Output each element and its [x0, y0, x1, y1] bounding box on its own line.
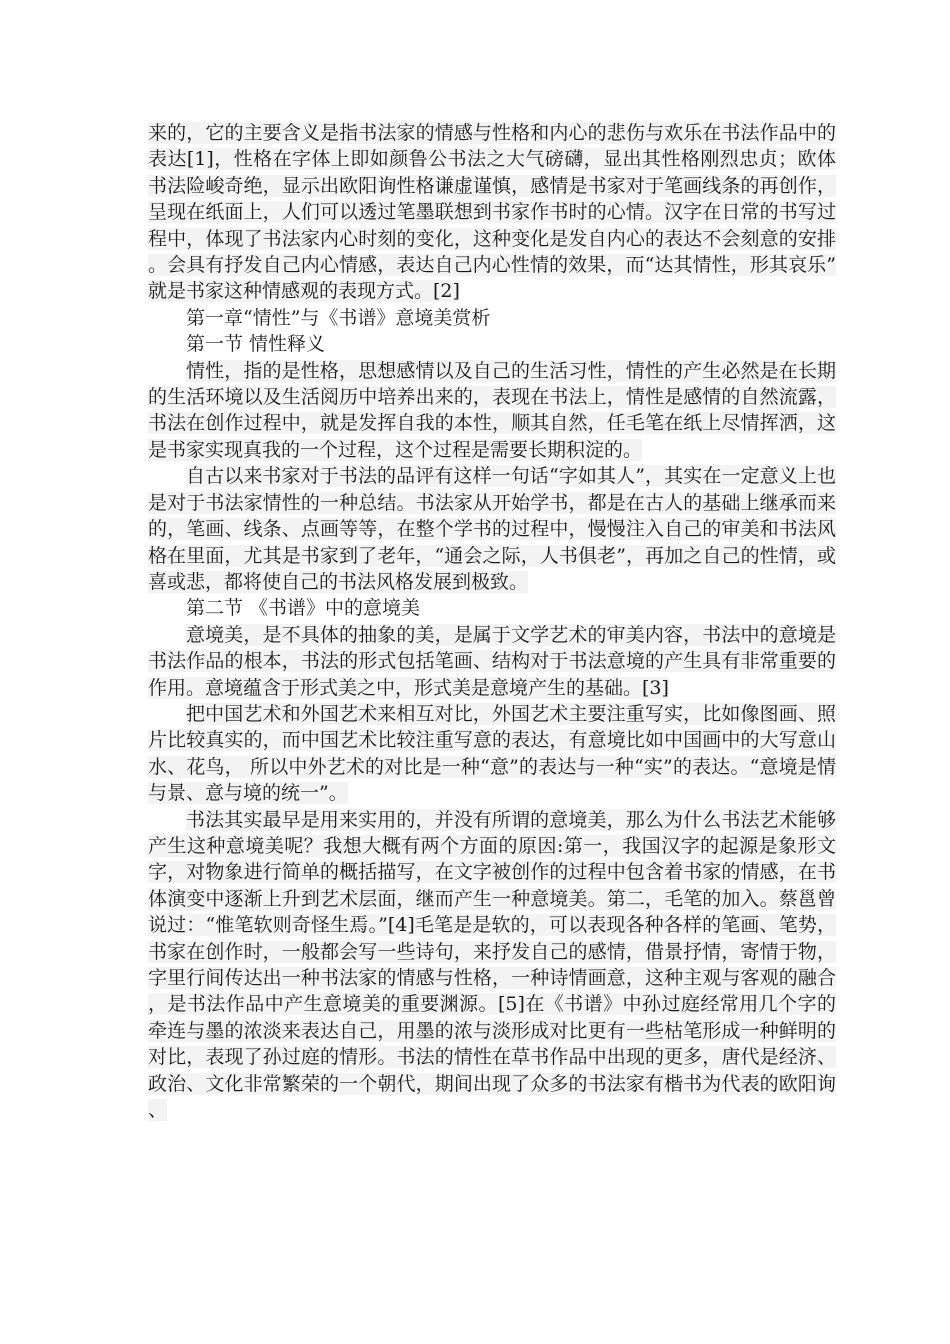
paragraph-text: 把中国艺术和外国艺术来相互对比，外国艺术主要注重写实，比如像图画、照片比较真实的，而中国艺术比较注重写意的表达，有意境比如中国画中的大写意山水、花鸟， 所以中外艺术的对比是一种“意”的表达与一种“实”的表达。“意境是情与景、意与境的统一”。: [148, 702, 836, 805]
body-paragraph: [148, 120, 836, 305]
paragraph-text: 来的，它的主要含义是指书法家的情感与性格和内心的悲伤与欢乐在书法作品中的表达[1]，性格在字体上即如颜鲁公书法之大气磅礴，显出其性格刚烈忠贞；欧体书法险峻奇绝，显示出欧阳询性格谦虚谨慎，感情是书家对于笔画线条的再创作，呈现在纸面上，人们可以透过笔墨联想到书家作书时的心情。汉字在日常的书写过程中，体现了书法家内心时刻的变化，这种变化是发自内心的表达不会刻意的安排。会具有抒发自己内心情感，表达自己内心性情的效果，而“达其情性，形其哀乐”就是书家这种情感观的表现方式。[2]: [148, 122, 836, 303]
paragraph-text: 自古以来书家对于书法的品评有这样一句话“字如其人”，其实在一定意义上也是对于书法家情性的一种总结。书法家从开始学书，都是在古人的基础上继承而来的，笔画、线条、点画等等，在整个学书的过程中，慢慢注入自己的审美和书法风格在里面，尤其是书家到了老年，“通会之际，人书俱老”，再加之自己的性情，或喜或悲，都将使自己的书法风格发展到极致。: [148, 465, 836, 593]
heading-text: 第一节 情性释义: [186, 333, 326, 356]
section-heading: [148, 305, 836, 331]
body-paragraph: [148, 622, 836, 701]
section-heading: [148, 595, 836, 621]
section-heading: [148, 331, 836, 357]
heading-text: 第一章“情性”与《书谱》意境美赏析: [186, 306, 491, 329]
paragraph-text: 情性，指的是性格，思想感情以及自己的生活习性，情性的产生必然是在长期的生活环境以及生活阅历中培养出来的，表现在书法上，情性是感情的自然流露，书法在创作过程中，就是发挥自我的本性，顺其自然，任毛笔在纸上尽情挥洒，这是书家实现真我的一个过程，这个过程是需要长期积淀的。: [148, 359, 836, 461]
paragraph-text: 意境美，是不具体的抽象的美，是属于文学艺术的审美内容，书法中的意境是书法作品的根本，书法的形式包括笔画、结构对于书法意境的产生具有非常重要的作用。意境蕴含于形式美之中，形式美是意境产生的基础。[3]: [148, 623, 836, 699]
body-paragraph: [148, 807, 836, 1124]
heading-text: 第二节 《书谱》中的意境美: [186, 597, 421, 620]
document-page: [148, 120, 836, 1123]
body-paragraph: [148, 358, 836, 464]
body-paragraph: [148, 463, 836, 595]
paragraph-text: 书法其实最早是用来实用的，并没有所谓的意境美，那么为什么书法艺术能够产生这种意境美呢？我想大概有两个方面的原因:第一，我国汉字的起源是象形文字，对物象进行简单的概括描写，在文字被创作的过程中包含着书家的情感，在书体演变中逐渐上升到艺术层面，继而产生一种意境美。第二，毛笔的加入。蔡邕曾说过：“惟笔软则奇怪生焉。”[4]毛笔是是软的，可以表现各种各样的笔画、笔势，书家在创作时，一般都会写一些诗句，来抒发自己的感情，借景抒情，寄情于物，字里行间传达出一种书法家的情感与性格，一种诗情画意，这种主观与客观的融合，是书法作品中产生意境美的重要渊源。[5]在《书谱》中孙过庭经常用几个字的牵连与墨的浓淡来表达自己，用墨的浓与淡形成对比更有一些枯笔形成一种鲜明的对比，表现了孙过庭的情形。书法的情性在草书作品中出现的更多，唐代是经济、政治、文化非常繁荣的一个朝代，期间出现了众多的书法家有楷书为代表的欧阳询、: [148, 808, 836, 1122]
body-paragraph: [148, 701, 836, 807]
